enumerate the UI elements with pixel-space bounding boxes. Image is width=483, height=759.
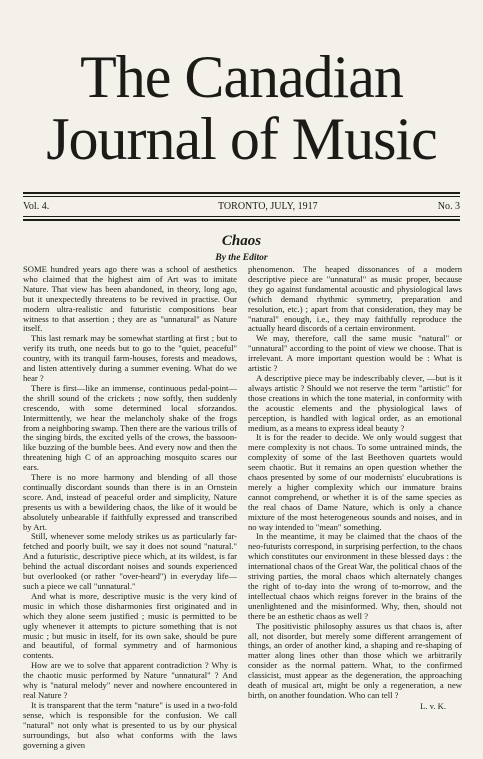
bottom-rule-thin (23, 216, 460, 217)
author-signature: L. v. K. (420, 700, 446, 711)
masthead (0, 46, 483, 170)
paragraph: It is for the reader to decide. We only would suggest that mere complexity is not chaos. To some untrained minds, the complexity of some of the last Beethoven quartets would seem chaotic. But it remains an open question whether the chaos presented by some of our modernists' elucubrations is merely a higher complexity which our immature brains cannot comprehend, or whether it is of the same species as the real chaos of Dame Nature, which is only a chance mixture of the most heterogeneous sounds and noises, and in no way intended to "mean" something. (248, 432, 462, 532)
right-column (248, 265, 462, 712)
article-byline: By the Editor (215, 253, 268, 263)
paragraph: There is first—like an immense, continuous pedal-point—the shrill sound of the crickets ; now softly, then suddenly crescendo, with some determined local sforzandos. Intermittently, we hear the melancholy shake of the frogs from a neighboring swamp. Then there are the various trills of the singing birds, the excited yells of the crows, the bassoon-like buzzing of the bumble bees. And every now and then the threatening high C of an approaching mosquito scares our ears. (23, 382, 237, 473)
paragraph: It is transparent that the term "nature" is used in a two-fold sense, which is responsible for the confusion. We call "natural" not only what is presented to us by our physical surroundings, but also what conforms with the laws governing a given (23, 699, 237, 750)
issue-info (23, 200, 460, 214)
bottom-rule-thick (23, 219, 460, 221)
masthead-line-2: Journal of Music (46, 106, 437, 172)
article-title: Chaos (221, 233, 262, 249)
paragraph: In the meantime, it may be claimed that the chaos of the neo-futurists correspond, in surprising perfection, to the chaos which constitutes our environment in these blessed days : the international chaos of the Great War, the political chaos of the striving parties, the moral chaos which alternately changes the right of to-day into the wrong of to-morrow, and the intellectual chaos which reigns forever in the brains of the unenlightened and the misinformed. Why, then, should not there be an esthetic chaos as well ? (248, 531, 462, 621)
paragraph: This last remark may be somewhat startling at first ; but to verify its truth, one needs but to go to the "quiet, peaceful" country, with its tranquil farm-houses, forests and meadows, and listen attentively during a summer evening. What do we hear ? (23, 333, 237, 383)
paragraph: The positivistic philosophy assures us that chaos is, after all, not disorder, but merely some different arrangement of things, an order of another kind, a shaping and re-shaping of matter along lines other than those which we arbitrarily consider as the normal pattern. What, to the confirmed classicist, must appear as the degeneration, the approaching death of musical art, might be only a regeneration, a new birth, on another foundation. Who can tell ? (248, 620, 462, 700)
paragraph: How are we to solve that apparent contradiction ? Why is the chaotic music performed by Nature "unnatural" ? And why is "natural melody" never and nowhere encountered in real Nature ? (23, 660, 237, 700)
paragraph: SOME hundred years ago there was a school of aesthetics who claimed that the highest aim of Art was to imitate Nature. That view has been abandoned, in theory, long ago, but it unexpectedly threatens to be revived in practise. Our modern ultra-realistic and futuristic compositions bear witness to that assertion ; they are as "unnatural" as Nature itself. (23, 264, 237, 334)
top-rule-thick (23, 192, 460, 194)
paragraph: There is no more harmony and blending of all those continually discordant sounds than there is in an Ornstein score. And, instead of peaceful order and simplicity, Nature presents us with a bewildering chaos, the like of it would be absolutely unbearable if faithfully expressed and transcribed by Art. (23, 472, 237, 532)
paragraph: And what is more, descriptive music is the very kind of music in which those disharmonies first originated and in which they alone seem justified ; music is permitted to be ugly whenever it attempts to picture something that is not music ; but music in itself, for its own sake, should be pure and beautiful, of formal symmetry and of harmonious contents. (23, 590, 237, 661)
paragraph: Still, whenever some melody strikes us as particularly far-fetched and poorly built, we say it does not sound "natural." And a futuristic, descriptive piece which, at its wildest, is far behind the actual discordant noises and sounds experienced but overlooked (or rather "over-heard") in everyday life—such a piece we call "unnatural." (23, 531, 237, 591)
left-column (23, 265, 237, 750)
paragraph: phenomenon. The heaped dissonances of a modern descriptive piece are "unnatural" as music proper, because they go against fundamental acoustic and physiological laws (which demand rhythmic symmetry, preparation and resolution, etc.) ; apart from that consideration, they may be "natural" enough, i.e., they may faithfully reproduce the actually heard discords of a certain environment. (248, 264, 462, 334)
top-rule-thin (23, 196, 460, 197)
masthead-line-1: The Canadian (80, 44, 403, 110)
paragraph: A descriptive piece may be indescribably clever, —but is it always artistic ? Should we not reserve the term "artistic" for those creations in which the tone material, in conformity with the acoustic elements and the physiological laws of perception, is handled with logical order, as an emotional medium, as a means to express ideal beauty ? (248, 372, 462, 433)
issue-date: TORONTO, JULY, 1917 (218, 201, 318, 212)
paragraph: We may, therefore, call the same music "natural" or "unnatural" according to the point of view we choose. That is irrelevant. A more important question would be : What is artistic ? (248, 333, 462, 374)
issue-number: No. 3 (437, 201, 460, 212)
volume-label: Vol. 4. (23, 201, 50, 212)
